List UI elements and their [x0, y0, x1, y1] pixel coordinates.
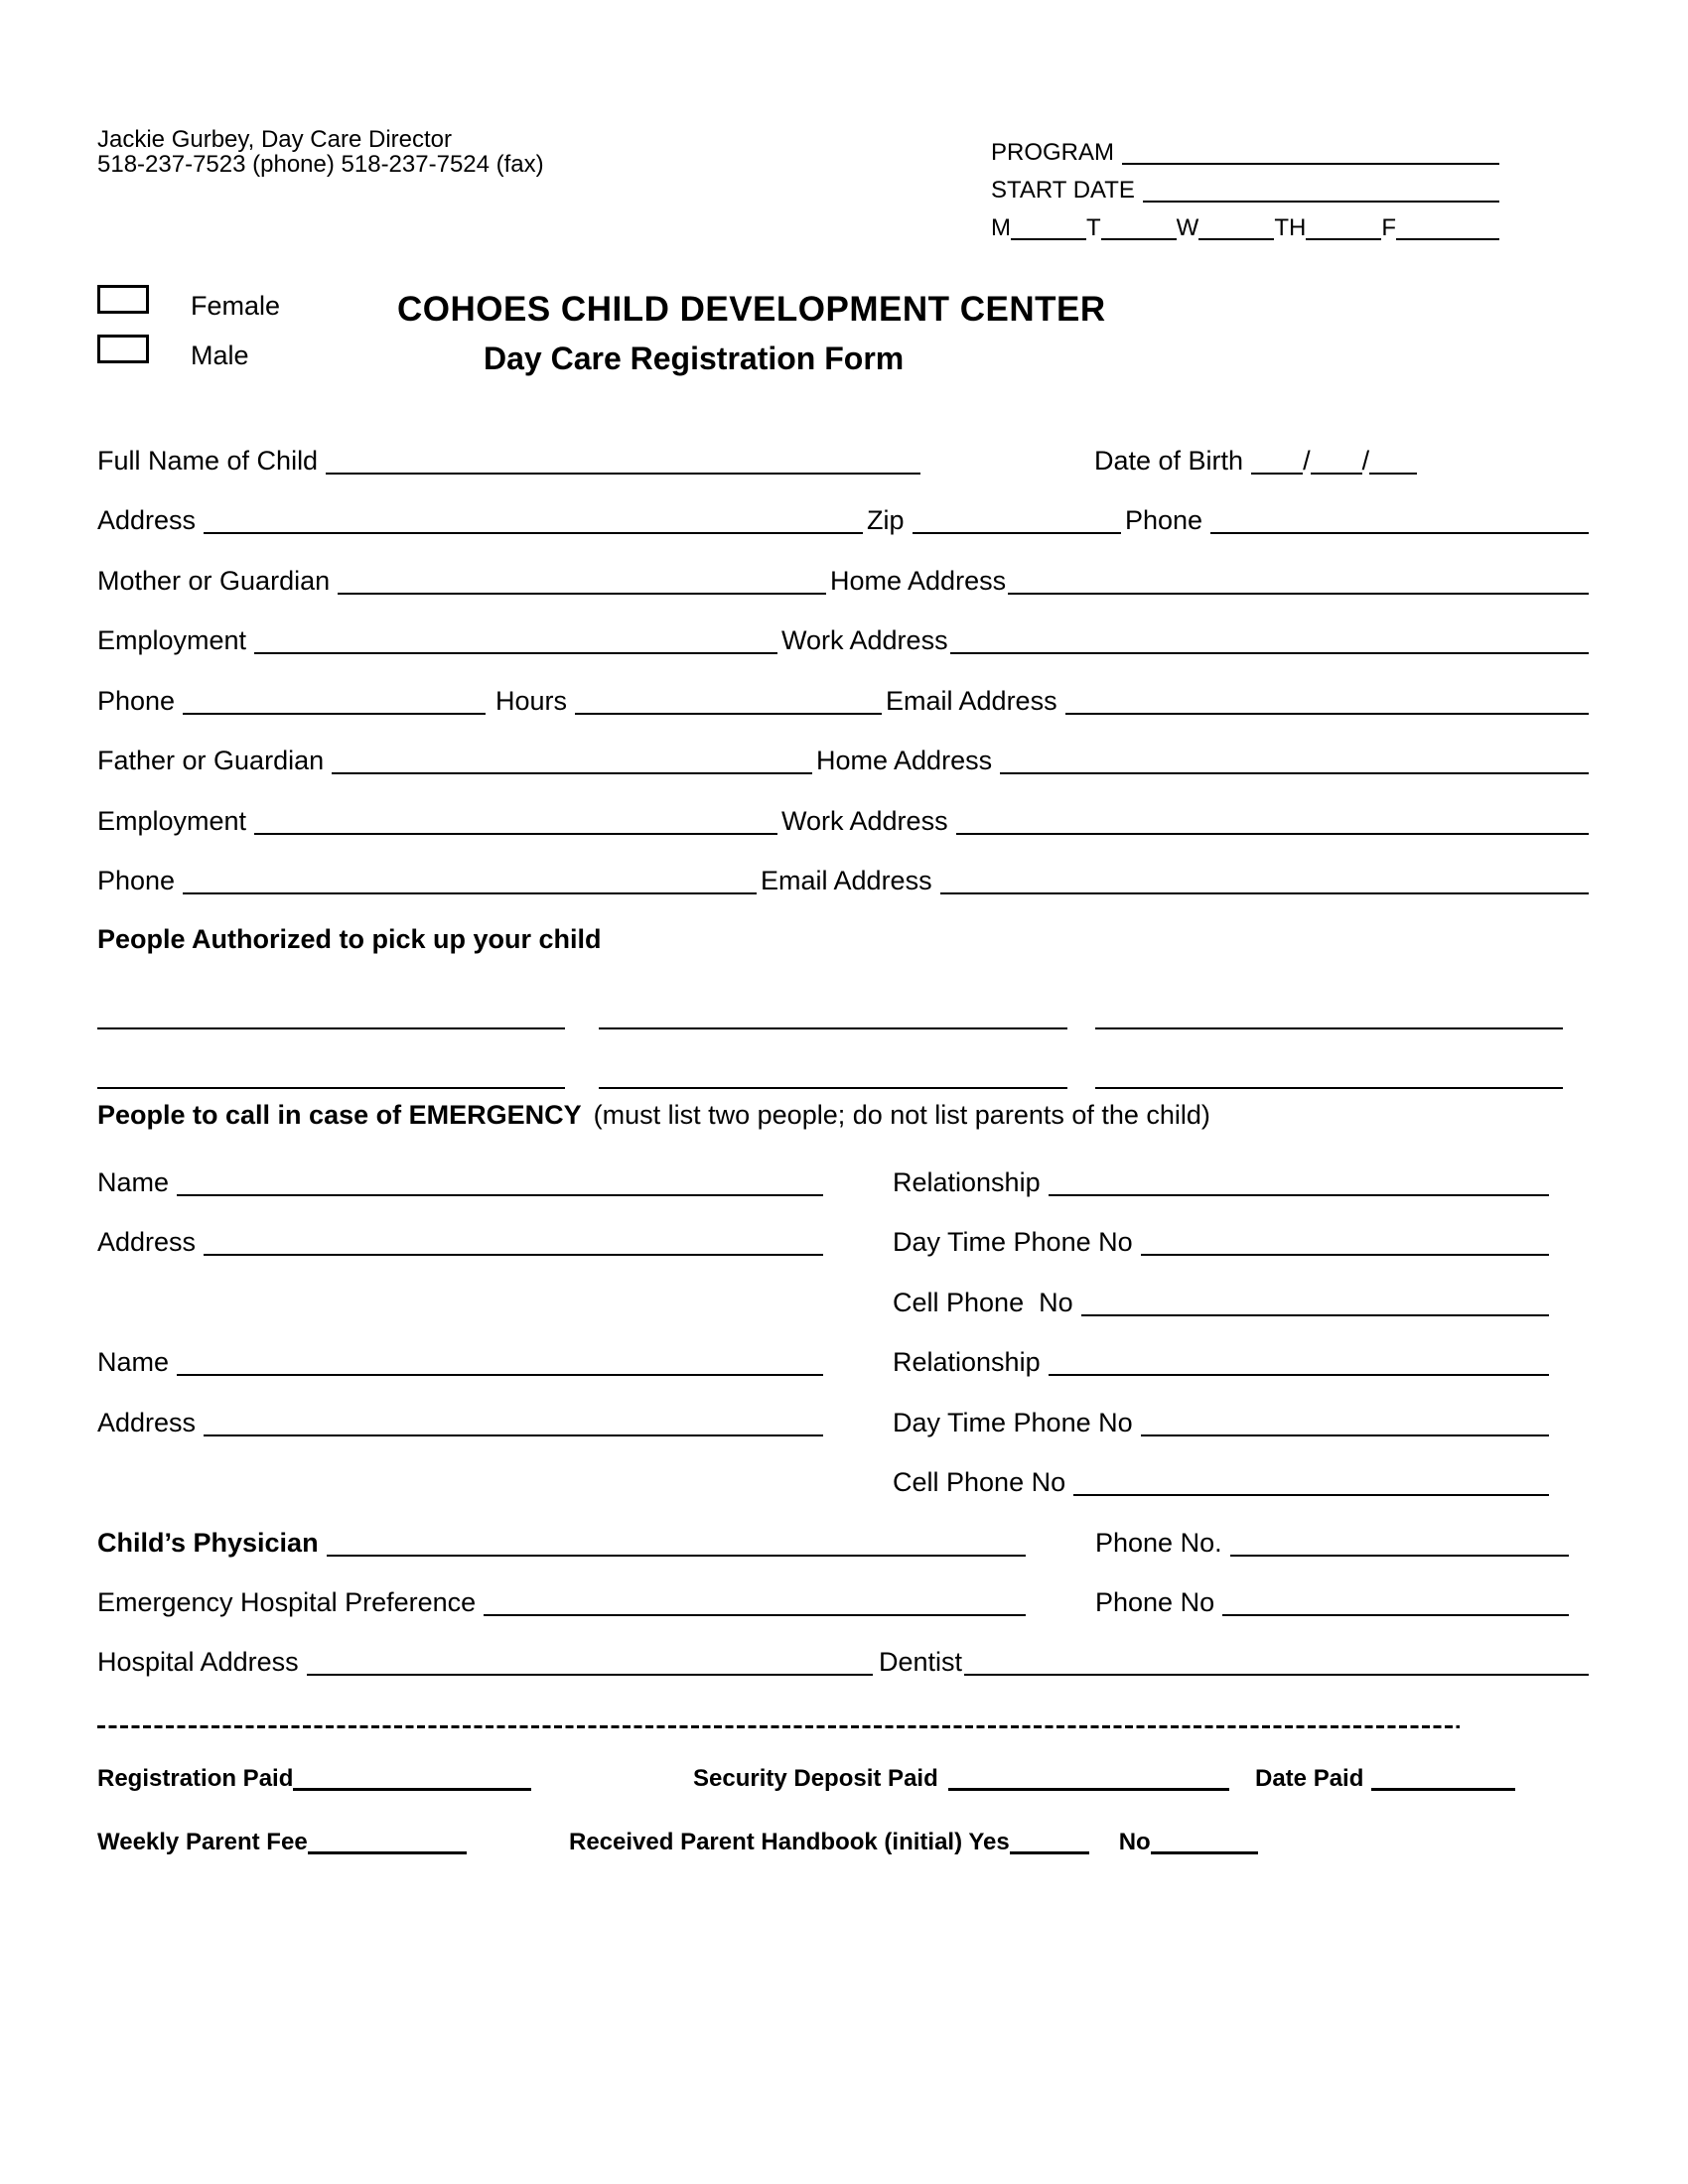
child-address-label: Address [97, 504, 197, 535]
row-contact2-name [97, 1338, 1549, 1376]
contact2-address-line[interactable] [204, 1433, 823, 1436]
day-label-friday: F [1381, 213, 1396, 241]
form-title: Day Care Registration Form [484, 341, 905, 376]
handbook-yes-label: Received Parent Handbook (initial) Yes [569, 1828, 1010, 1855]
contact2-day-phone-label: Day Time Phone No [893, 1407, 1133, 1437]
registration-paid-label: Registration Paid [97, 1764, 294, 1792]
day-label-monday: M [991, 213, 1011, 241]
father-home-address-label: Home Address [816, 745, 993, 775]
contact-phone-fax: 518-237-7523 (phone) 518-237-7524 (fax) [97, 151, 544, 179]
day-line-thursday[interactable] [1306, 236, 1381, 240]
contact1-address-line[interactable] [204, 1252, 823, 1256]
contact2-relationship-label: Relationship [893, 1346, 1041, 1377]
row-contact2-cell [97, 1458, 1549, 1496]
authorized-pickup-line[interactable] [1095, 1085, 1563, 1089]
row-registration-paid [97, 1753, 1589, 1791]
mother-home-address-label: Home Address [830, 565, 1007, 596]
emergency-heading [97, 1100, 1210, 1131]
day-label-wednesday: W [1176, 213, 1199, 241]
contact1-relationship-label: Relationship [893, 1166, 1041, 1197]
contact1-day-phone-line[interactable] [1141, 1252, 1549, 1256]
hospital-pref-line[interactable] [484, 1612, 1026, 1616]
authorized-pickup-row-2 [97, 1051, 1563, 1089]
row-weekly-fee [97, 1817, 1589, 1854]
child-address-line[interactable] [204, 530, 863, 534]
dob-year-line[interactable] [1369, 471, 1417, 475]
female-checkbox[interactable] [97, 285, 149, 314]
row-mother-phone [97, 677, 1589, 715]
hospital-pref-label: Emergency Hospital Preference [97, 1586, 477, 1617]
female-label: Female [191, 291, 281, 321]
contact1-address-label: Address [97, 1226, 197, 1257]
security-deposit-label: Security Deposit Paid [693, 1764, 938, 1792]
row-child-address [97, 496, 1589, 534]
contact1-cell-phone-label: Cell Phone No [893, 1287, 1073, 1317]
contact2-name-label: Name [97, 1346, 170, 1377]
father-home-address-line[interactable] [1000, 770, 1589, 774]
contact2-cell-phone-label: Cell Phone No [893, 1466, 1066, 1497]
row-contact1-cell [97, 1279, 1549, 1316]
mother-email-label: Email Address [886, 685, 1057, 716]
row-mother [97, 557, 1589, 595]
contact-name: Jackie Gurbey, Day Care Director [97, 126, 452, 153]
physician-label: Child’s Physician [97, 1527, 319, 1558]
dob-month-line[interactable] [1251, 471, 1303, 475]
registration-paid-line[interactable] [293, 1786, 531, 1791]
hospital-address-label: Hospital Address [97, 1646, 299, 1677]
day-label-thursday: TH [1274, 213, 1307, 241]
dentist-label: Dentist [879, 1646, 963, 1677]
dob-slash-2: / [1361, 445, 1370, 476]
father-phone-line[interactable] [183, 890, 757, 894]
father-employment-line[interactable] [254, 831, 777, 835]
row-hospital-address [97, 1638, 1589, 1676]
hospital-address-line[interactable] [307, 1672, 873, 1676]
mother-employment-line[interactable] [254, 650, 777, 654]
male-checkbox[interactable] [97, 335, 149, 363]
weekly-fee-line[interactable] [308, 1849, 467, 1854]
contact1-cell-phone-line[interactable] [1081, 1312, 1549, 1316]
date-paid-line[interactable] [1371, 1786, 1515, 1791]
row-father-phone [97, 857, 1589, 894]
contact1-name-label: Name [97, 1166, 170, 1197]
mother-home-address-line[interactable] [1008, 591, 1589, 595]
hospital-phone-label: Phone No [1095, 1586, 1215, 1617]
zip-line[interactable] [913, 530, 1121, 534]
authorized-pickup-heading: People Authorized to pick up your child [97, 924, 602, 954]
mother-work-address-label: Work Address [781, 624, 948, 655]
authorized-pickup-line[interactable] [1095, 1025, 1563, 1029]
contact2-cell-phone-line[interactable] [1073, 1492, 1549, 1496]
row-physician [97, 1519, 1569, 1557]
program-line[interactable] [1122, 161, 1499, 165]
hospital-phone-line[interactable] [1222, 1612, 1569, 1616]
contact2-day-phone-line[interactable] [1141, 1433, 1549, 1436]
dashed-divider [97, 1725, 1460, 1728]
mother-hours-label: Hours [495, 685, 568, 716]
physician-phone-label: Phone No. [1095, 1527, 1222, 1558]
handbook-no-line[interactable] [1151, 1849, 1258, 1854]
contact2-name-line[interactable] [177, 1372, 823, 1376]
full-name-label: Full Name of Child [97, 445, 319, 476]
contact1-name-line[interactable] [177, 1192, 823, 1196]
program-block [991, 127, 1499, 240]
row-contact2-address [97, 1399, 1549, 1436]
security-deposit-line[interactable] [948, 1786, 1229, 1791]
contact2-relationship-line[interactable] [1049, 1372, 1549, 1376]
day-line-monday[interactable] [1011, 236, 1086, 240]
authorized-pickup-line[interactable] [599, 1025, 1066, 1029]
father-work-address-label: Work Address [781, 805, 948, 836]
mother-phone-label: Phone [97, 685, 176, 716]
contact1-day-phone-label: Day Time Phone No [893, 1226, 1133, 1257]
weekly-fee-label: Weekly Parent Fee [97, 1828, 308, 1855]
father-email-label: Email Address [761, 865, 932, 895]
dob-day-line[interactable] [1311, 471, 1362, 475]
mother-hours-line[interactable] [575, 711, 882, 715]
contact1-relationship-line[interactable] [1049, 1192, 1549, 1196]
child-phone-label: Phone [1125, 504, 1203, 535]
authorized-pickup-line[interactable] [599, 1085, 1066, 1089]
authorized-pickup-line[interactable] [97, 1085, 565, 1089]
handbook-yes-line[interactable] [1010, 1849, 1089, 1854]
program-label: PROGRAM [991, 138, 1115, 166]
mother-email-line[interactable] [1065, 711, 1589, 715]
physician-phone-line[interactable] [1230, 1553, 1569, 1557]
full-name-line[interactable] [326, 471, 920, 475]
days-row [991, 203, 1499, 240]
row-mother-employment [97, 616, 1589, 654]
emergency-heading-note: (must list two people; do not list parents of the child) [593, 1100, 1210, 1130]
mother-label: Mother or Guardian [97, 565, 331, 596]
start-date-line[interactable] [1143, 199, 1499, 203]
handbook-no-label: No [1118, 1828, 1151, 1855]
center-title: COHOES CHILD DEVELOPMENT CENTER [397, 290, 1106, 329]
child-phone-line[interactable] [1210, 530, 1589, 534]
father-employment-label: Employment [97, 805, 247, 836]
dob-label: Date of Birth [1094, 445, 1244, 476]
emergency-heading-bold: People to call in case of EMERGENCY [97, 1100, 582, 1130]
father-name-line[interactable] [332, 770, 812, 774]
day-label-tuesday: T [1086, 213, 1101, 241]
physician-line[interactable] [327, 1553, 1026, 1557]
row-father [97, 737, 1589, 774]
zip-label: Zip [867, 504, 905, 535]
day-line-wednesday[interactable] [1198, 236, 1274, 240]
male-label: Male [191, 341, 249, 370]
contact2-address-label: Address [97, 1407, 197, 1437]
dob-slash-1: / [1303, 445, 1311, 476]
day-line-tuesday[interactable] [1101, 236, 1177, 240]
dentist-line[interactable] [964, 1672, 1589, 1676]
mother-work-address-line[interactable] [950, 650, 1589, 654]
start-date-label: START DATE [991, 176, 1135, 204]
authorized-pickup-line[interactable] [97, 1025, 565, 1029]
row-hospital-pref [97, 1578, 1569, 1616]
row-father-employment [97, 797, 1589, 835]
father-email-line[interactable] [940, 890, 1589, 894]
contact-block [97, 127, 544, 177]
row-full-name [97, 437, 1589, 475]
mother-employment-label: Employment [97, 624, 247, 655]
day-line-friday[interactable] [1396, 236, 1499, 240]
authorized-pickup-row-1 [97, 992, 1563, 1029]
mother-name-line[interactable] [338, 591, 826, 595]
row-contact1-address [97, 1218, 1549, 1256]
row-contact1-name [97, 1159, 1549, 1196]
mother-phone-line[interactable] [183, 711, 486, 715]
father-work-address-line[interactable] [956, 831, 1589, 835]
date-paid-label: Date Paid [1255, 1764, 1364, 1792]
father-label: Father or Guardian [97, 745, 325, 775]
father-phone-label: Phone [97, 865, 176, 895]
